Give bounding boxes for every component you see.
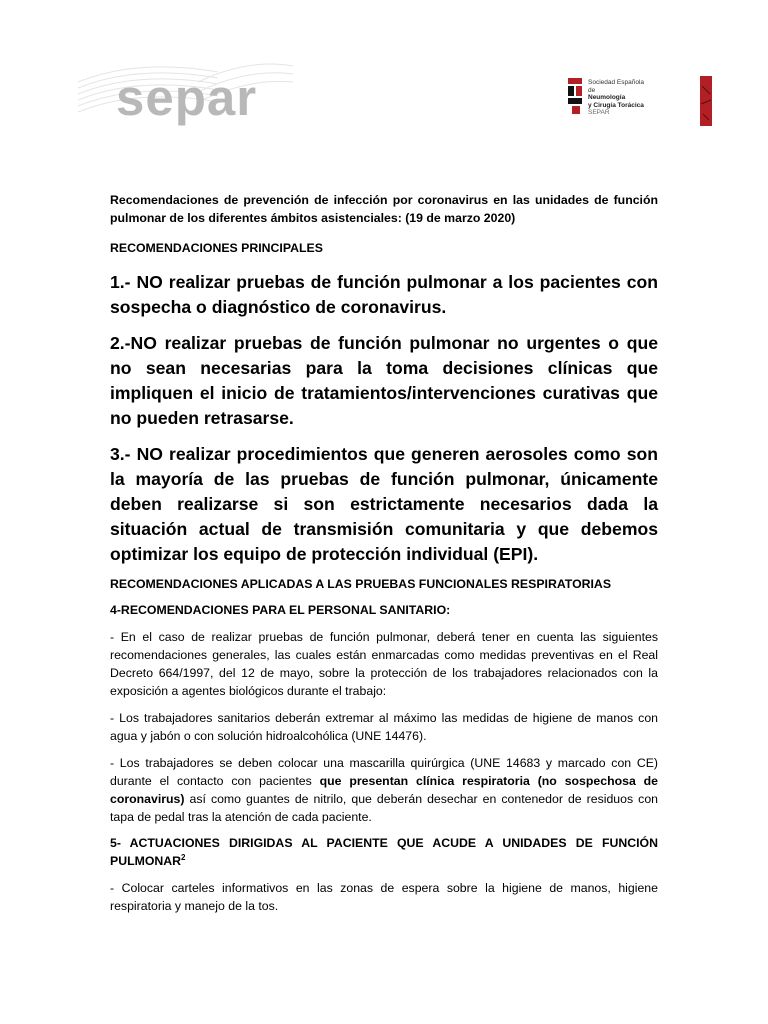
section-5-paragraph: - Colocar carteles informativos en las zonas de espera sobre la higiene de manos, higiene respiratoria y manejo de la tos. — [110, 881, 658, 913]
main-recommendations-heading: RECOMENDACIONES PRINCIPALES — [110, 241, 323, 255]
separ-logo — [78, 62, 298, 132]
intro-title: Recomendaciones de prevención de infección por coronavirus en las unidades de función pulmonar de los diferentes ámbitos asistenciales: (19 de marzo 2020) — [110, 193, 658, 225]
applied-recommendations-heading: RECOMENDACIONES APLICADAS A LAS PRUEBAS FUNCIONALES RESPIRATORIAS — [110, 577, 612, 591]
section-5-heading: 5- ACTUACIONES DIRIGIDAS AL PACIENTE QUE ACUDE A UNIDADES DE FUNCIÓN PULMONAR$^2$ — [110, 836, 658, 868]
footnote-marker: 2 — [181, 852, 186, 862]
section-4-heading: 4-RECOMENDACIONES PARA EL PERSONAL SANITARIO: — [110, 603, 451, 617]
society-name-line: Neumología — [588, 94, 626, 102]
document-body — [110, 191, 658, 915]
logo-wordmark: separ — [116, 69, 258, 126]
society-emblem-icon — [566, 76, 586, 116]
section-4-paragraph: - Los trabajadores sanitarios deberán extremar al máximo las medidas de higiene de manos con agua y jabón o con solución hidroalcohólica (UNE 14476). — [110, 711, 658, 743]
recommendation-2: 2.-NO realizar pruebas de función pulmonar no urgentes o que no sean necesarias para la toma decisiones clínicas que impliquen el inicio de tratamientos/intervenciones curativas que no pueden retrasarse. — [110, 333, 658, 428]
society-name-line: de — [588, 86, 596, 94]
society-logo — [566, 76, 676, 118]
recommendation-3: 3.- NO realizar procedimientos que generen aerosoles como son la mayoría de las pruebas de función pulmonar, únicamente deben realizarse si son estrictamente necesarios dada la situación actual de transmisión comunitaria y que debemos optimizar los equipo de protección individual (EPI). — [110, 444, 658, 564]
red-edge-decoration — [700, 76, 712, 126]
society-name — [588, 79, 678, 117]
society-acronym: SEPAR — [588, 109, 610, 117]
section-4-paragraph: - En el caso de realizar pruebas de función pulmonar, deberá tener en cuenta las siguientes recomendaciones generales, las cuales están enmarcadas como medidas preventivas en el Real Decreto 664/1997, del 12 de mayo, sobre la protección de los trabajadores relacionados con la exposición a agentes biológicos durante el trabajo: — [110, 630, 658, 698]
society-name-line: Sociedad Española — [588, 79, 645, 86]
recommendation-1: 1.- NO realizar pruebas de función pulmonar a los pacientes con sospecha o diagnóstico de coronavirus. — [110, 272, 658, 317]
society-name-line: y Cirugía Torácica — [588, 101, 644, 109]
section-4-paragraph: - Los trabajadores se deben colocar una mascarilla quirúrgica (UNE 14683 y marcado con CE) durante el contacto con pacientes que presentan clínica respiratoria (no sospechosa de coronavirus) así como guantes de nitrilo, que deberán desechar en contenedor de residuos con tapa de pedal tras la atención de cada paciente. — [110, 756, 659, 824]
